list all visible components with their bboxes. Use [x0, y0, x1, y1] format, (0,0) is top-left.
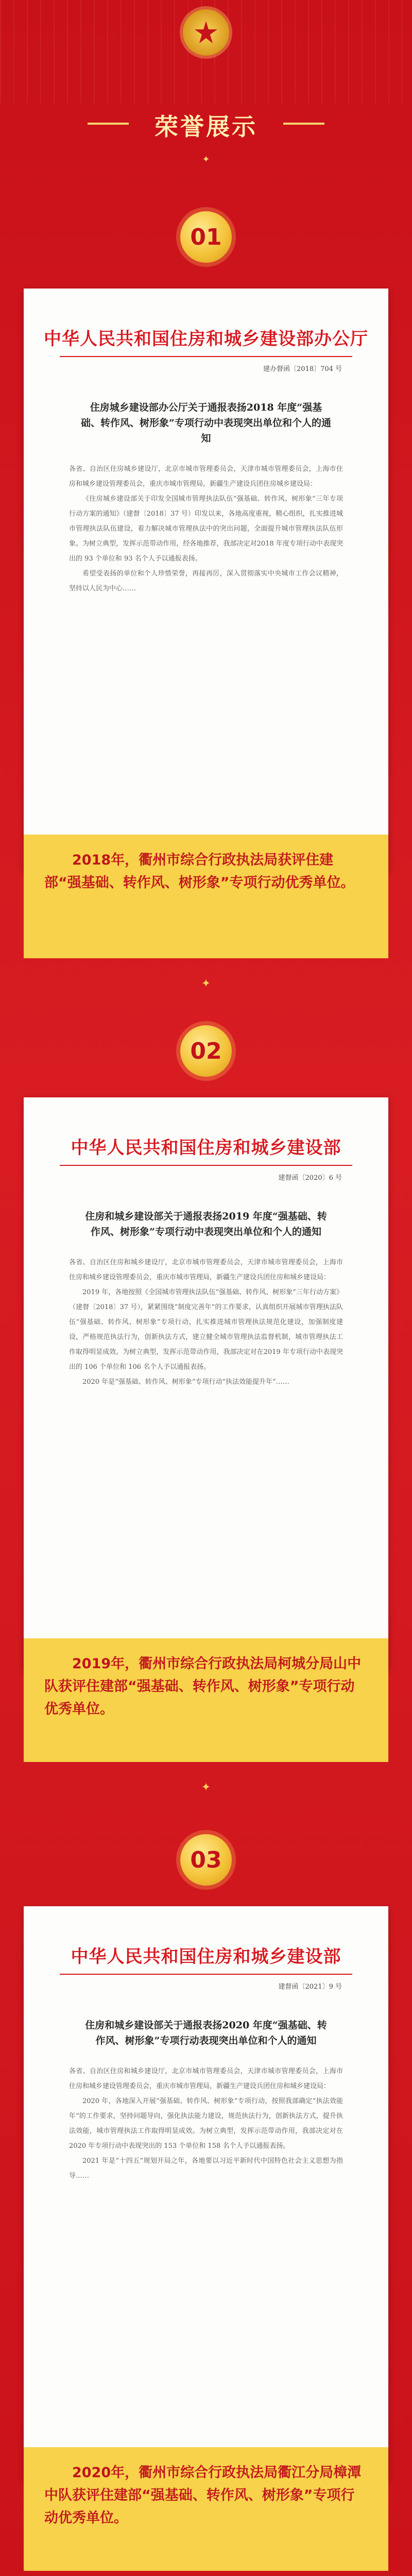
doc-body — [69, 1255, 343, 1389]
document-image — [24, 289, 388, 871]
doc-paragraph: 各省、自治区住房和城乡建设厅，北京市城市管理委员会，天津市城市管理委员会，上海市住房和城乡建设管理委员会，重庆市城市管理局，新疆生产建设兵团住房和城乡建设局： — [69, 2067, 343, 2090]
doc-org: 中华人民共和国住房和城乡建设部办公厅 — [44, 329, 368, 349]
star-icon — [193, 19, 219, 46]
doc-paragraph: 2020 年是“强基础、转作风、树形象”专项行动“执法效能提升年”…… — [82, 1378, 289, 1386]
doc-org: 中华人民共和国住房和城乡建设部 — [71, 1138, 341, 1158]
doc-subject: 住房城乡建设部办公厅关于通报表扬2018 年度“强基础、转作风、树形象”专项行动中表现突出单位和个人的通知 — [81, 402, 331, 444]
doc-paragraph: 2021 年是“十四五”规划开局之年，各地要以习近平新时代中国特色社会主义思想为指导…… — [69, 2157, 343, 2180]
doc-subject: 住房和城乡建设部关于通报表扬2019 年度“强基础、转作风、树形象”专项行动中表现突出单位和个人的通知 — [85, 1211, 327, 1238]
award-caption: 2020年，衢州市综合行政执法局衢江分局樟潭中队获评住建部“强基础、转作风、树形象”专项行动优秀单位。 — [24, 2447, 388, 2571]
doc-paragraph: 各省、自治区住房和城乡建设厅，北京市城市管理委员会，天津市城市管理委员会，上海市住房和城乡建设管理委员会，重庆市城市管理局，新疆生产建设兵团住房和城乡建设局： — [69, 1259, 343, 1281]
doc-number: 建督函〔2020〕6 号 — [278, 1174, 342, 1182]
doc-paragraph: 2020 年，各地深入开展“强基础、转作风、树形象”专项行动，按照我部确定“执法效能年”的工作要求，坚持问题导向，强化执法能力建设，规范执法行为，创新执法方式，提升执法效能，城市管理执法工作取得明显成效。为树立典型，发挥示范带动作用，我部决定对在2020 年专项行动中表现突出的 153 个单位和 158 名个人予以通报表扬。 — [69, 2097, 343, 2150]
section-badge: 02 — [180, 1025, 232, 1077]
section-badge: 01 — [180, 211, 232, 263]
doc-paragraph: 希望受表扬的单位和个人珍惜荣誉，再接再厉，深入贯彻落实中央城市工作会议精神，坚持以人民为中心…… — [69, 570, 343, 592]
doc-divider — [60, 1974, 352, 1975]
separator-star-icon: ✦ — [201, 977, 211, 990]
page-title: 荣誉展示 — [154, 113, 258, 141]
doc-subject: 住房和城乡建设部关于通报表扬2020 年度“强基础、转作风、树形象”专项行动表现突出单位和个人的通知 — [85, 2020, 327, 2046]
doc-number: 建办督函〔2018〕704 号 — [263, 365, 342, 373]
doc-paragraph: 2019 年，各地按照《全国城市管理执法队伍“强基础、转作风、树形象”三年行动方案》（建督〔2018〕37 号），紧紧围绕“制度完善年”的工作要求，认真组织开展城市管理执法队伍“强基础、转作风、树形象”专项行动，扎实推进城市管理执法规范化建设，加强制度建设，严格规范执法行为，创新执法方式，建立健全城市管理执法监督机制，城市管理执法工作取得明显成效。为树立典型，发挥示范带动作用，我部决定对在2019 年专项行动中表现突出的 106 个单位和 106 名个人予以通报表扬。 — [69, 1289, 343, 1371]
doc-paragraph: 各省、自治区住房城乡建设厅，北京市城市管理委员会，天津市城市管理委员会，上海市住房和城乡建设管理委员会，重庆市城市管理局，新疆生产建设兵团住房城乡建设局： — [69, 465, 343, 488]
doc-number: 建督函〔2021〕9 号 — [278, 1983, 342, 1991]
doc-paragraph: 《住房城乡建设部关于印发全国城市管理执法队伍“强基础、转作风、树形象”三年专项行动方案的通知》（建督〔2018〕37 号）印发以来，各地高度重视，精心组织，扎实推进城市管理执法队伍建设，着力解决城市管理执法中的突出问题，全面提升城市管理执法队伍形象。为树立典型，发挥示范带动作用，经各地推荐，我部决定对2018 年度专项行动中表现突出的 93 个单位和 93 名个人予以通报表扬。 — [69, 495, 343, 563]
doc-divider — [60, 356, 352, 357]
national-emblem-icon — [183, 9, 229, 56]
separator-star-icon: ✦ — [201, 1781, 211, 1794]
star-icon: ✦ — [202, 154, 210, 165]
doc-body — [69, 462, 343, 596]
section-badge: 03 — [180, 1834, 232, 1886]
document-image — [24, 1097, 388, 1669]
doc-body — [69, 2064, 343, 2183]
doc-divider — [60, 1165, 352, 1166]
document-image — [24, 1906, 388, 2478]
doc-org: 中华人民共和国住房和城乡建设部 — [71, 1946, 341, 1967]
award-caption: 2018年，衢州市综合行政执法局获评住建部“强基础、转作风、树形象”专项行动优秀单位。 — [24, 835, 388, 958]
award-caption: 2019年，衢州市综合行政执法局柯城分局山中队获评住建部“强基础、转作风、树形象”专项行动优秀单位。 — [24, 1638, 388, 1762]
